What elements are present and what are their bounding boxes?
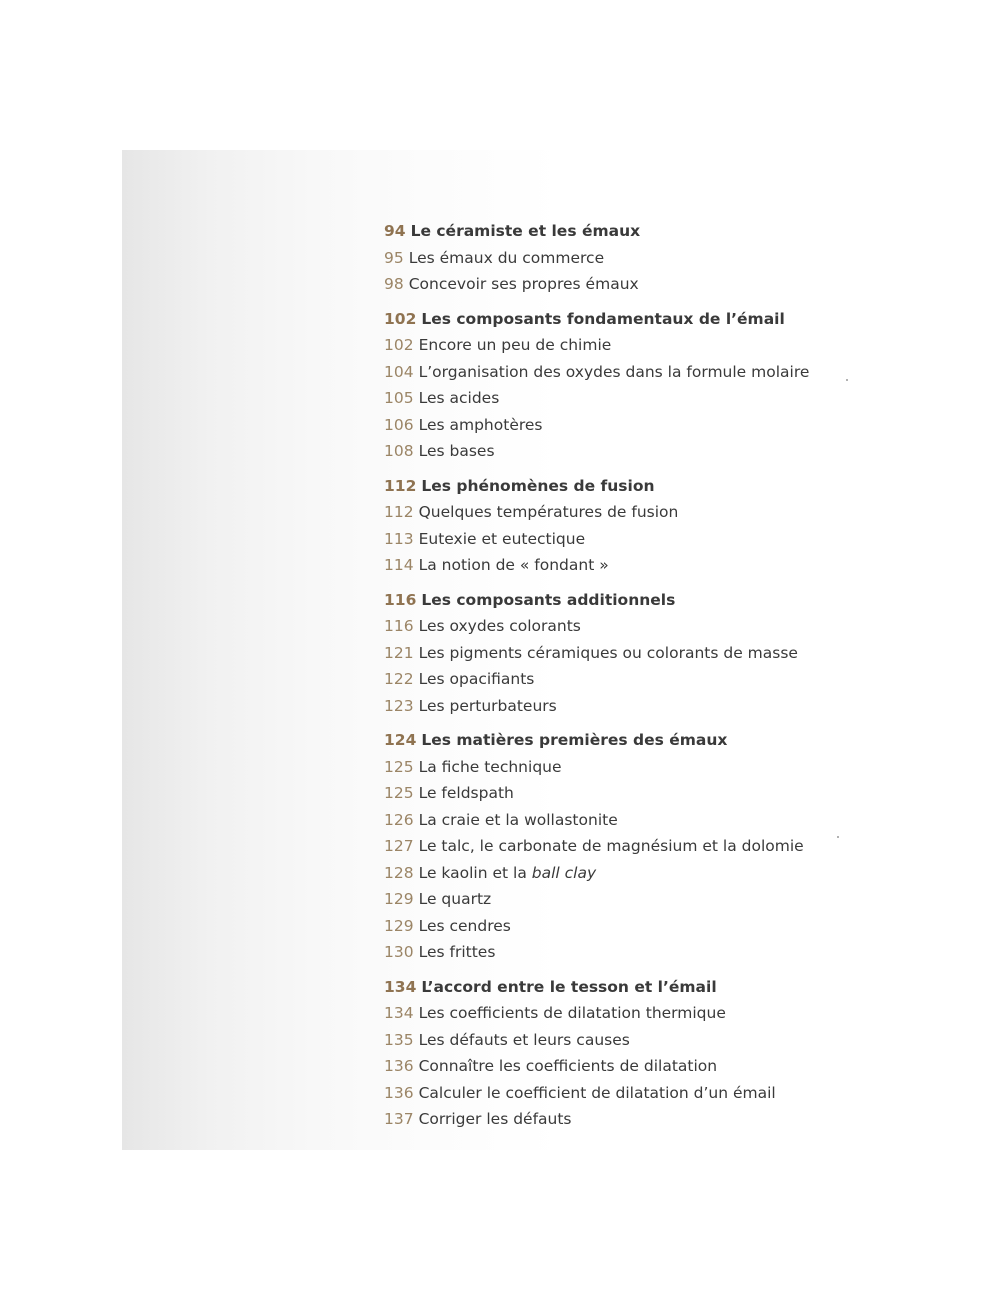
- toc-entry-page-number: 125: [384, 757, 414, 776]
- toc-heading-page-number: 94: [384, 222, 406, 240]
- toc-heading-page-number: 116: [384, 590, 417, 609]
- toc-heading-title: Les composants fondamentaux de l’émail: [421, 309, 785, 328]
- toc-entry: [384, 359, 944, 386]
- toc-entry-page-number: 129: [384, 890, 414, 908]
- toc-entry-title: Le feldspath: [418, 784, 514, 802]
- toc-entry-page-number: 126: [384, 810, 414, 829]
- toc-entry-title: Les coefficients de dilatation thermique: [418, 1004, 726, 1022]
- toc-entry-title: La craie et la wollastonite: [418, 810, 618, 829]
- toc-section-heading: [384, 974, 944, 1001]
- toc-entry: [384, 412, 944, 439]
- toc-entry-title: Eutexie et eutectique: [418, 529, 586, 548]
- toc-heading-title: Le céramiste et les émaux: [410, 222, 641, 240]
- toc-section-heading: [384, 473, 944, 500]
- toc-entry-title: Quelques températures de fusion: [418, 503, 679, 521]
- toc-section-heading: [384, 727, 944, 754]
- toc-entry-title: Les amphotères: [418, 415, 543, 434]
- toc-entry-title: Corriger les défauts: [418, 1110, 572, 1128]
- toc-entry-title: Concevoir ses propres émaux: [408, 275, 639, 293]
- toc-entry: [384, 754, 944, 781]
- toc-heading-page-number: 124: [384, 731, 417, 749]
- toc-entry-title: Les émaux du commerce: [408, 248, 605, 267]
- toc-entry: [384, 438, 944, 465]
- toc-entry: [384, 939, 944, 966]
- toc-section: [384, 727, 944, 966]
- toc-entry: [384, 1000, 944, 1027]
- toc-entry: [384, 332, 944, 359]
- toc-entry-page-number: 135: [384, 1030, 414, 1049]
- toc-entry-page-number: 130: [384, 943, 414, 961]
- toc-section-heading: [384, 306, 944, 333]
- toc-entry-page-number: 136: [384, 1057, 414, 1075]
- toc-entry-page-number: 125: [384, 784, 414, 802]
- toc-entry-page-number: 105: [384, 389, 414, 407]
- toc-entry: [384, 833, 944, 860]
- toc-entry: [384, 385, 944, 412]
- toc-entry: [384, 552, 944, 579]
- toc-entry-page-number: 106: [384, 415, 414, 434]
- toc-entry: [384, 640, 944, 667]
- toc-entry-page-number: 129: [384, 916, 414, 935]
- toc-entry-page-number: 102: [384, 336, 414, 354]
- toc-entry-title: L’organisation des oxydes dans la formule molaire: [418, 362, 810, 381]
- toc-entry: [384, 886, 944, 913]
- toc-entry-title: Calculer le coefficient de dilatation d’un émail: [418, 1083, 776, 1102]
- toc-entry: [384, 807, 944, 834]
- toc-entry: [384, 860, 944, 887]
- toc-entry-page-number: 123: [384, 696, 414, 715]
- toc-entry: [384, 666, 944, 693]
- toc-entry-title: Les frittes: [418, 943, 496, 961]
- toc-section: [384, 974, 944, 1133]
- toc-heading-title: Les phénomènes de fusion: [421, 476, 655, 495]
- toc-entry: [384, 1080, 944, 1107]
- toc-entry-title: Les pigments céramiques ou colorants de masse: [418, 643, 798, 662]
- toc-entry: [384, 1027, 944, 1054]
- toc-entry-page-number: 122: [384, 670, 414, 688]
- toc-entry: [384, 1106, 944, 1133]
- toc-heading-page-number: 112: [384, 476, 417, 495]
- toc-entry-title: Les cendres: [418, 916, 511, 935]
- toc-entry: [384, 693, 944, 720]
- toc-entry-title: Les oxydes colorants: [418, 617, 581, 635]
- toc-entry: [384, 245, 944, 272]
- table-of-contents: [384, 218, 944, 1141]
- toc-entry-page-number: 104: [384, 362, 414, 381]
- toc-entry-page-number: 128: [384, 863, 414, 882]
- toc-entry: [384, 1053, 944, 1080]
- toc-entry-page-number: 116: [384, 617, 414, 635]
- toc-entry-title: Encore un peu de chimie: [418, 336, 612, 354]
- toc-entry-page-number: 95: [384, 248, 404, 267]
- toc-entry-page-number: 121: [384, 643, 414, 662]
- toc-section: [384, 218, 944, 298]
- toc-entry-page-number: 136: [384, 1083, 414, 1102]
- toc-entry-title: Les acides: [418, 389, 500, 407]
- toc-entry-title: Les bases: [418, 442, 495, 460]
- toc-entry: [384, 526, 944, 553]
- toc-entry-title: Les opacifiants: [418, 670, 535, 688]
- toc-entry: [384, 499, 944, 526]
- toc-entry-title: Le talc, le carbonate de magnésium et la dolomie: [418, 837, 804, 855]
- toc-heading-page-number: 102: [384, 309, 417, 328]
- toc-entry-title: La notion de « fondant »: [418, 556, 609, 574]
- toc-entry-page-number: 114: [384, 556, 414, 574]
- toc-section: [384, 306, 944, 465]
- toc-entry-title: Le kaolin et la: [418, 863, 532, 882]
- toc-entry-title: La fiche technique: [418, 757, 562, 776]
- toc-heading-title: Les matières premières des émaux: [421, 731, 728, 749]
- toc-entry-page-number: 137: [384, 1110, 414, 1128]
- toc-entry-title: Les perturbateurs: [418, 696, 557, 715]
- toc-entry-page-number: 134: [384, 1004, 414, 1022]
- toc-entry-title: Les défauts et leurs causes: [418, 1030, 630, 1049]
- toc-heading-title: L’accord entre le tesson et l’émail: [421, 977, 717, 996]
- toc-entry: [384, 271, 944, 298]
- toc-section: [384, 473, 944, 579]
- toc-entry-page-number: 113: [384, 529, 414, 548]
- toc-section: [384, 587, 944, 720]
- toc-entry-page-number: 108: [384, 442, 414, 460]
- toc-entry-title: Connaître les coefficients de dilatation: [418, 1057, 718, 1075]
- toc-entry: [384, 913, 944, 940]
- toc-heading-page-number: 134: [384, 977, 417, 996]
- toc-entry: [384, 613, 944, 640]
- toc-entry-page-number: 112: [384, 503, 414, 521]
- toc-entry: [384, 780, 944, 807]
- toc-section-heading: [384, 218, 944, 245]
- toc-entry-title-italic: ball clay: [531, 863, 597, 882]
- toc-entry-page-number: 98: [384, 275, 404, 293]
- toc-entry-page-number: 127: [384, 837, 414, 855]
- toc-entry-title: Le quartz: [418, 890, 492, 908]
- toc-section-heading: [384, 587, 944, 614]
- toc-heading-title: Les composants additionnels: [421, 590, 676, 609]
